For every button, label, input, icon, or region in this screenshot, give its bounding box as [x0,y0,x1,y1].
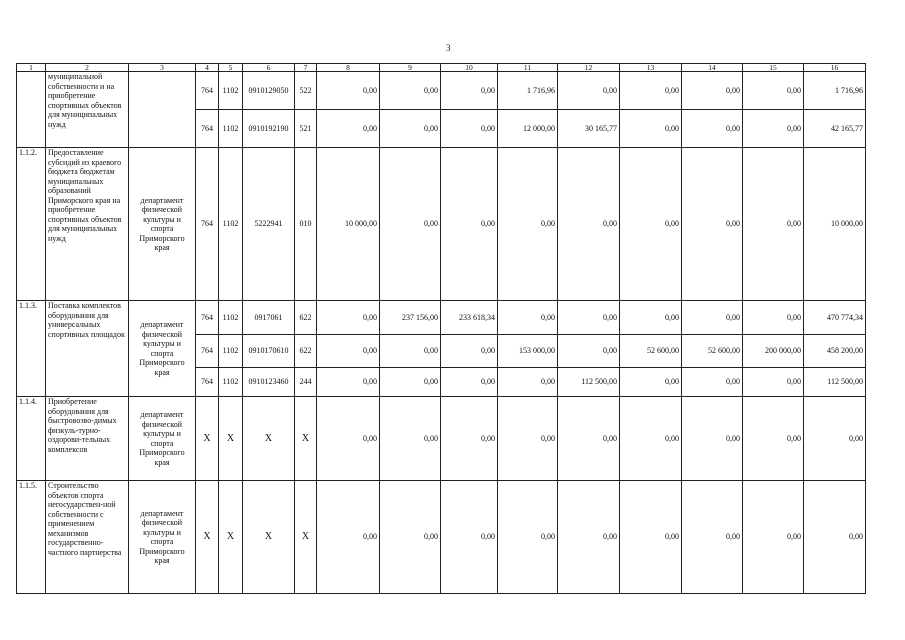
amount-cell-col-16: 458 200,00 [804,335,866,368]
amount-cell-col-14: 0,00 [682,397,743,481]
event-name-cell: Строительство объектов спорта негосударствен-ной собственности с применением механизмов государственно-частного партнерства [46,481,129,594]
target-article-cell: 0910170610 [243,335,295,368]
header-cell-14: 14 [682,64,743,72]
grbs-code-cell: 764 [196,301,219,335]
event-name-cell: Поставка комплектов оборудования для универсальных спортивных площадок [46,301,129,397]
header-cell-6: 6 [243,64,295,72]
amount-cell-col-11: 0,00 [498,481,558,594]
amount-cell-col-15: 0,00 [743,301,804,335]
amount-cell-col-16: 42 165,77 [804,110,866,148]
header-cell-12: 12 [558,64,620,72]
section-code-cell: 1102 [219,368,243,397]
expense-type-cell: 622 [295,301,317,335]
section-code-cell: 1102 [219,72,243,110]
executor-cell [129,72,196,148]
amount-cell-col-14: 0,00 [682,481,743,594]
event-name-cell: Предоставление субсидий из краевого бюджета бюджетам муниципальных образований Приморского края на приобретение спортивных объектов для муниципальных нужд [46,148,129,301]
amount-cell-col-13: 0,00 [620,301,682,335]
amount-cell-col-13: 0,00 [620,481,682,594]
grbs-code-cell: X [196,481,219,594]
target-article-cell: X [243,397,295,481]
amount-cell-col-15: 0,00 [743,110,804,148]
amount-cell-col-10: 0,00 [441,110,498,148]
amount-cell-col-9: 0,00 [380,148,441,301]
page-number: 3 [446,43,451,53]
amount-cell-col-14: 0,00 [682,110,743,148]
amount-cell-col-14: 0,00 [682,301,743,335]
table-body [17,64,866,594]
amount-cell-col-9: 0,00 [380,335,441,368]
amount-cell-col-10: 0,00 [441,335,498,368]
amount-cell-col-11: 1 716,96 [498,72,558,110]
header-cell-8: 8 [317,64,380,72]
amount-cell-col-15: 0,00 [743,148,804,301]
amount-cell-col-8: 0,00 [317,481,380,594]
amount-cell-col-12: 0,00 [558,148,620,301]
amount-cell-col-12: 30 165,77 [558,110,620,148]
amount-cell-col-14: 0,00 [682,72,743,110]
section-code-cell: X [219,397,243,481]
section-code-cell: 1102 [219,148,243,301]
budget-table [16,63,866,594]
executor-cell: департамент физической культуры и спорта Приморского края [129,148,196,301]
section-code-cell: 1102 [219,301,243,335]
amount-cell-col-13: 0,00 [620,110,682,148]
amount-cell-col-9: 237 156,00 [380,301,441,335]
amount-cell-col-14: 0,00 [682,148,743,301]
amount-cell-col-11: 0,00 [498,301,558,335]
table-row [17,72,866,110]
section-code-cell: X [219,481,243,594]
event-name-cell: муниципальной собственности и на приобретение спортивных объектов для муниципальных нужд [46,72,129,148]
amount-cell-col-10: 0,00 [441,72,498,110]
amount-cell-col-16: 10 000,00 [804,148,866,301]
amount-cell-col-16: 0,00 [804,481,866,594]
amount-cell-col-9: 0,00 [380,481,441,594]
grbs-code-cell: 764 [196,110,219,148]
expense-type-cell: 522 [295,72,317,110]
amount-cell-col-12: 112 500,00 [558,368,620,397]
executor-cell: департамент физической культуры и спорта Приморского края [129,397,196,481]
amount-cell-col-14: 0,00 [682,368,743,397]
amount-cell-col-15: 200 000,00 [743,335,804,368]
amount-cell-col-13: 0,00 [620,72,682,110]
amount-cell-col-14: 52 600,00 [682,335,743,368]
amount-cell-col-8: 0,00 [317,110,380,148]
row-number-cell: 1.1.5. [17,481,46,594]
amount-cell-col-8: 0,00 [317,368,380,397]
header-cell-16: 16 [804,64,866,72]
grbs-code-cell: X [196,397,219,481]
header-row [17,64,866,72]
amount-cell-col-10: 0,00 [441,368,498,397]
target-article-cell: X [243,481,295,594]
amount-cell-col-11: 153 000,00 [498,335,558,368]
expense-type-cell: X [295,397,317,481]
amount-cell-col-8: 0,00 [317,335,380,368]
header-cell-3: 3 [129,64,196,72]
row-number-cell: 1.1.2. [17,148,46,301]
grbs-code-cell: 764 [196,148,219,301]
amount-cell-col-11: 0,00 [498,148,558,301]
amount-cell-col-11: 0,00 [498,397,558,481]
expense-type-cell: X [295,481,317,594]
amount-cell-col-13: 0,00 [620,397,682,481]
amount-cell-col-12: 0,00 [558,397,620,481]
amount-cell-col-12: 0,00 [558,335,620,368]
grbs-code-cell: 764 [196,72,219,110]
target-article-cell: 0910123460 [243,368,295,397]
amount-cell-col-8: 0,00 [317,397,380,481]
row-number-cell: 1.1.3. [17,301,46,397]
amount-cell-col-8: 0,00 [317,72,380,110]
table-row [17,397,866,481]
event-name-cell: Приобретение оборудования для быстровозво-димых физкуль-турно-оздорови-тельных комплексов [46,397,129,481]
header-cell-4: 4 [196,64,219,72]
amount-cell-col-13: 52 600,00 [620,335,682,368]
header-cell-11: 11 [498,64,558,72]
amount-cell-col-10: 0,00 [441,481,498,594]
amount-cell-col-11: 12 000,00 [498,110,558,148]
amount-cell-col-11: 0,00 [498,368,558,397]
amount-cell-col-10: 0,00 [441,397,498,481]
amount-cell-col-8: 10 000,00 [317,148,380,301]
grbs-code-cell: 764 [196,335,219,368]
amount-cell-col-9: 0,00 [380,368,441,397]
header-cell-2: 2 [46,64,129,72]
target-article-cell: 5222941 [243,148,295,301]
amount-cell-col-10: 233 618,34 [441,301,498,335]
header-cell-5: 5 [219,64,243,72]
section-code-cell: 1102 [219,110,243,148]
target-article-cell: 0917061 [243,301,295,335]
amount-cell-col-12: 0,00 [558,481,620,594]
expense-type-cell: 521 [295,110,317,148]
amount-cell-col-13: 0,00 [620,148,682,301]
amount-cell-col-15: 0,00 [743,72,804,110]
amount-cell-col-10: 0,00 [441,148,498,301]
amount-cell-col-16: 0,00 [804,397,866,481]
executor-cell: департамент физической культуры и спорта Приморского края [129,301,196,397]
expense-type-cell: 244 [295,368,317,397]
amount-cell-col-16: 1 716,96 [804,72,866,110]
header-cell-7: 7 [295,64,317,72]
amount-cell-col-15: 0,00 [743,368,804,397]
executor-cell: департамент физической культуры и спорта Приморского края [129,481,196,594]
amount-cell-col-13: 0,00 [620,368,682,397]
amount-cell-col-12: 0,00 [558,301,620,335]
amount-cell-col-16: 470 774,34 [804,301,866,335]
amount-cell-col-8: 0,00 [317,301,380,335]
header-cell-10: 10 [441,64,498,72]
amount-cell-col-9: 0,00 [380,72,441,110]
header-cell-13: 13 [620,64,682,72]
amount-cell-col-9: 0,00 [380,110,441,148]
table-row [17,301,866,335]
header-cell-9: 9 [380,64,441,72]
row-number-cell: 1.1.4. [17,397,46,481]
amount-cell-col-9: 0,00 [380,397,441,481]
expense-type-cell: 010 [295,148,317,301]
table-row [17,481,866,594]
amount-cell-col-15: 0,00 [743,481,804,594]
row-number-cell [17,72,46,148]
target-article-cell: 0910192190 [243,110,295,148]
target-article-cell: 0910129050 [243,72,295,110]
section-code-cell: 1102 [219,335,243,368]
header-cell-1: 1 [17,64,46,72]
header-cell-15: 15 [743,64,804,72]
table-row [17,148,866,301]
amount-cell-col-16: 112 500,00 [804,368,866,397]
amount-cell-col-15: 0,00 [743,397,804,481]
grbs-code-cell: 764 [196,368,219,397]
amount-cell-col-12: 0,00 [558,72,620,110]
expense-type-cell: 622 [295,335,317,368]
